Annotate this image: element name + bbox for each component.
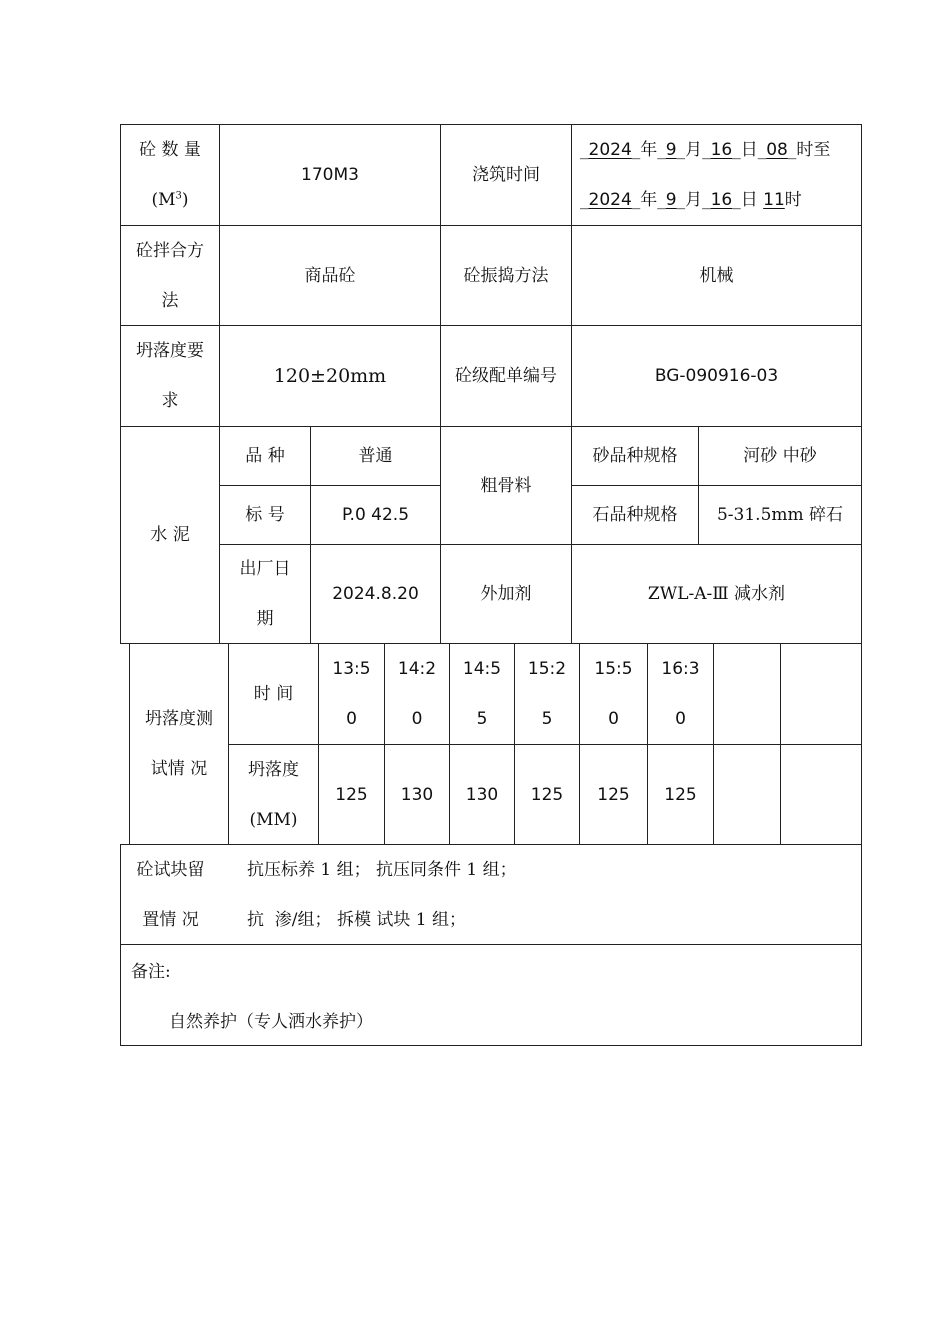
stone-label-cell <box>571 485 699 545</box>
slump-value-label-line2: (MM) <box>249 809 298 830</box>
admixture-label-cell <box>440 544 572 644</box>
slump-req-label-line2: 求 <box>161 391 179 411</box>
cement-date-value-cell <box>310 544 441 644</box>
time-4-b: 5 <box>541 709 553 729</box>
cement-date-value: 2024.8.20 <box>332 584 419 604</box>
mixing-label-line1: 砼拌合方 <box>136 240 204 261</box>
cement-variety-value: 普通 <box>358 446 393 466</box>
time-4-a: 15:2 <box>527 659 567 679</box>
admixture-label: 外加剂 <box>480 584 532 604</box>
quantity-value: 170M3 <box>301 165 359 185</box>
mix-no-value: BG-090916-03 <box>654 366 779 386</box>
quantity-label-cell <box>120 124 220 226</box>
slump-value-cell-1 <box>318 744 385 845</box>
vibrate-value: 机械 <box>699 265 734 286</box>
specimen-line2: 抗 渗/组； 拆模 试块 1 组； <box>247 909 466 930</box>
mixing-label-line2: 法 <box>161 290 179 311</box>
cement-variety-label-cell <box>219 426 311 486</box>
slump-time-cell-5 <box>579 643 648 745</box>
slump-value-label-line1: 坍落度 <box>248 759 299 780</box>
time-1-a: 13:5 <box>332 659 371 679</box>
slump-time-cell-1 <box>318 643 385 745</box>
remarks-text: 自然养护（专人洒水养护） <box>169 1012 373 1032</box>
cement-grade-label: 标 号 <box>245 505 285 525</box>
time-5-b: 0 <box>608 709 619 729</box>
time-1-b: 0 <box>346 709 357 729</box>
specimen-label-line2: 置情 况 <box>142 909 199 930</box>
sand-value: 河砂 中砂 <box>743 446 817 466</box>
time-6-b: 0 <box>675 709 686 729</box>
cement-label-cell <box>120 426 220 644</box>
slump-time-cell-4 <box>514 643 580 745</box>
time-3-b: 5 <box>476 709 488 729</box>
slump-value-cell-4 <box>514 744 580 845</box>
remarks-box <box>120 944 862 1046</box>
slump-value-4: 125 <box>530 784 564 805</box>
slump-value-cell-5 <box>579 744 648 845</box>
slump-value-2: 130 <box>400 784 434 805</box>
slump-req-label-cell <box>120 325 220 427</box>
cement-grade-value-cell <box>310 485 441 545</box>
cement-date-label-cell <box>219 544 311 644</box>
cement-variety-label: 品 种 <box>245 446 285 466</box>
slump-time-label-cell <box>228 643 319 745</box>
slump-value-label-cell <box>228 744 319 845</box>
slump-value-1: 125 <box>335 784 368 805</box>
specimen-label-cell <box>120 844 220 945</box>
time-2-a: 14:2 <box>397 659 437 679</box>
slump-value-cell-3 <box>449 744 515 845</box>
slump-test-label-line2: 试情 况 <box>150 759 208 779</box>
mix-no-value-cell <box>571 325 862 427</box>
cement-grade-label-cell <box>219 485 311 545</box>
cement-date-label-line1: 出厂日 <box>239 559 291 579</box>
slump-time-cell-7 <box>713 643 781 745</box>
slump-time-cell-2 <box>384 643 450 745</box>
slump-test-label-line1: 坍落度测 <box>145 709 213 729</box>
slump-value-cell-7 <box>713 744 781 845</box>
slump-value-cell-6 <box>647 744 714 845</box>
mix-no-label-cell <box>440 325 572 427</box>
coarse-label-cell <box>440 426 572 545</box>
slump-req-label-line1: 坍落度要 <box>136 341 204 361</box>
cement-grade-value: P.0 42.5 <box>341 505 410 525</box>
mixing-value: 商品砼 <box>304 265 356 286</box>
mixing-label-cell <box>120 225 220 326</box>
mixing-value-cell <box>219 225 441 326</box>
slump-req-value: 120±20mm <box>273 365 387 387</box>
admixture-value: ZWL-A-Ⅲ 减水剂 <box>647 584 786 604</box>
pour-time-label: 浇筑时间 <box>472 165 540 185</box>
time-5-a: 15:5 <box>594 659 633 679</box>
cement-variety-value-cell <box>310 426 441 486</box>
sand-value-cell <box>698 426 862 486</box>
time-6-a: 16:3 <box>661 659 700 679</box>
slump-time-cell-6 <box>647 643 714 745</box>
coarse-label: 粗骨料 <box>480 475 532 496</box>
specimen-label-line1: 砼试块留 <box>136 859 205 880</box>
remarks-label: 备注: <box>131 962 171 982</box>
slump-value-cell-2 <box>384 744 450 845</box>
time-2-b: 0 <box>411 709 423 729</box>
vibrate-label-cell <box>440 225 572 326</box>
slump-value-3: 130 <box>465 784 499 805</box>
time-3-a: 14:5 <box>462 659 502 679</box>
slump-value-6: 125 <box>664 784 697 805</box>
stone-label: 石品种规格 <box>592 505 678 525</box>
stone-value: 5-31.5mm 碎石 <box>716 505 844 525</box>
specimen-line1: 抗压标养 1 组； 抗压同条件 1 组； <box>247 859 517 880</box>
sand-label-cell <box>571 426 699 486</box>
vibrate-value-cell <box>571 225 862 326</box>
cement-date-label-line2: 期 <box>256 609 274 629</box>
mix-no-label: 砼级配单编号 <box>455 366 557 386</box>
quantity-label-line1: 砼 数 量 <box>139 140 201 160</box>
quantity-label-line2: $(M^3)$ <box>151 190 189 210</box>
slump-req-value-cell <box>219 325 441 427</box>
cement-label: 水 泥 <box>150 525 190 545</box>
slump-test-label-cell <box>129 643 229 845</box>
admixture-value-cell <box>571 544 862 644</box>
slump-time-label: 时 间 <box>253 684 294 704</box>
slump-time-cell-8 <box>780 643 862 745</box>
quantity-value-cell <box>219 124 441 226</box>
slump-time-cell-3 <box>449 643 515 745</box>
stone-value-cell <box>698 485 862 545</box>
vibrate-label: 砼振捣方法 <box>463 265 549 286</box>
pour-time-start: _2024_年_9_月_16_日_08_时至 <box>580 140 831 160</box>
pour-time-end: _2024_年_9_月_16_日 11时 <box>580 190 802 210</box>
pour-time-label-cell <box>440 124 572 226</box>
sand-label: 砂品种规格 <box>592 446 678 466</box>
specimen-value-cell <box>219 844 862 945</box>
pour-time-value-cell <box>571 124 862 226</box>
slump-value-cell-8 <box>780 744 862 845</box>
slump-value-5: 125 <box>597 784 630 805</box>
